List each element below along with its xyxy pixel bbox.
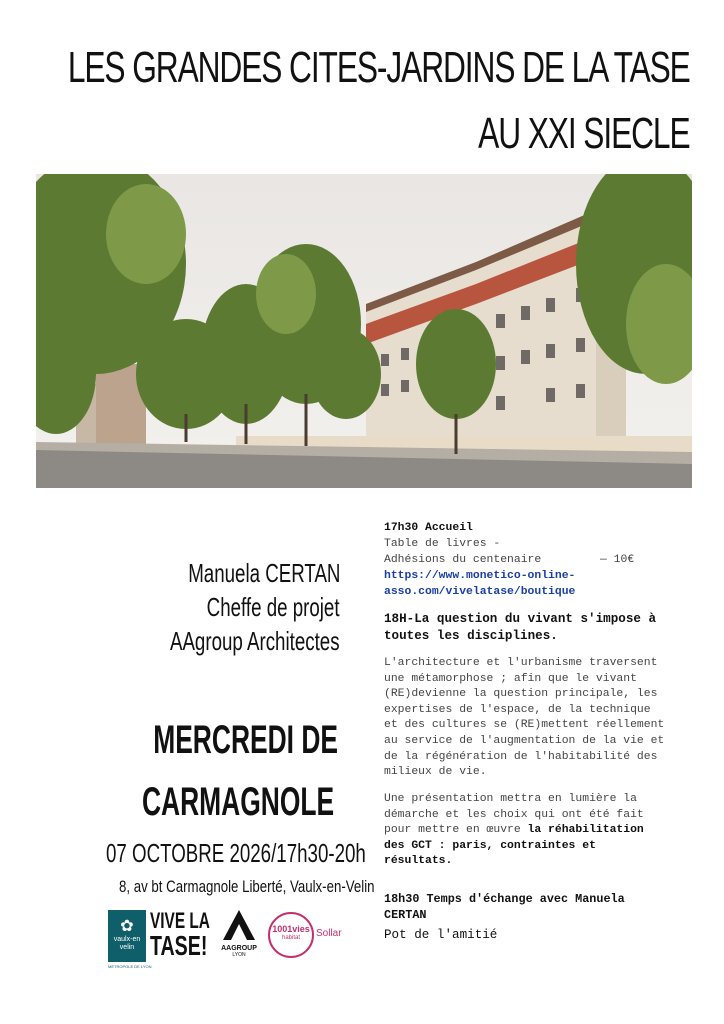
- vive-logo-line2: TASE!: [150, 930, 208, 961]
- program-link-line2[interactable]: asso.com/vivelatase/boutique: [384, 586, 576, 598]
- vaulx-logo-top: vaulx-en: [113, 936, 141, 943]
- building-photo: [36, 174, 692, 488]
- talk-title-line2: toutes les disciplines.: [384, 629, 558, 643]
- 1001vies-logo-name: 1001vies: [272, 924, 310, 934]
- program-link-line1[interactable]: https://www.monetico-online-: [384, 570, 576, 582]
- talk-paragraph-2: Une présentation mettra en lumière la démarche et les choix qui ont été fait pour mettre en œuvre la réhabilitation des GCT : paris, contraintes et résultats.: [384, 793, 644, 868]
- program-welcome-title: 17h30 Accueil: [384, 522, 473, 534]
- talk-title-line1: 18H-La question du vivant s'impose à: [384, 612, 657, 626]
- drinks: Pot de l'amitié: [384, 928, 498, 942]
- talk-paragraph-1: L'architecture et l'urbanisme traversent une métamorphose ; afin que le vivant (RE)devienne la question principale, les expertises de l'espace, de la technique et des cultures se (RE)mettent réellement au service de l'augmentation de la vie et de la régénération de l'habitabilité des milieux de vie.: [384, 657, 665, 779]
- speaker-company: AAgroup Architectes: [170, 626, 340, 656]
- speaker-name: Manuela CERTAN: [187, 558, 340, 588]
- program-price: — 10€: [600, 554, 635, 566]
- exchange-line2: CERTAN: [384, 908, 427, 922]
- program-books-line1: Table de livres -: [384, 538, 501, 550]
- vaulx-logo-mid: velin: [119, 944, 135, 951]
- event-datetime: 07 OCTOBRE 2026/17h30-20h: [106, 838, 366, 868]
- vaulx-en-velin-logo: ✿ vaulx-en velin MÉTROPOLE DE LYON: [108, 910, 146, 962]
- speaker-role: Cheffe de projet: [207, 592, 340, 622]
- aagroup-a-icon: [223, 910, 255, 940]
- 1001vies-logo: [268, 910, 314, 962]
- 1001vies-logo-sub: habitat: [281, 935, 300, 941]
- vaulx-logo-bottom: MÉTROPOLE DE LYON: [108, 964, 152, 969]
- program-books-line2: Adhésions du centenaire: [384, 554, 542, 566]
- event-day-line-1: MERCREDI DE: [153, 718, 338, 762]
- title-line-1: LES GRANDES CITES-JARDINS DE LA TASE: [68, 43, 690, 92]
- aagroup-logo-name: AAGROUP: [221, 945, 257, 952]
- event-address: 8, av bt Carmagnole Liberté, Vaulx-en-Velin: [119, 877, 375, 896]
- sollar-logo: Sollar: [316, 928, 342, 939]
- vive-la-tase-logo: [150, 910, 210, 962]
- title-line-2: AU XXI SIECLE: [478, 109, 690, 158]
- aagroup-logo-city: LYON: [232, 952, 246, 958]
- aagroup-logo: [219, 910, 259, 962]
- event-day-line-2: CARMAGNOLE: [141, 780, 334, 824]
- exchange-line1: 18h30 Temps d'échange avec Manuela: [384, 892, 625, 906]
- vive-logo-line1: VIVE LA: [150, 908, 210, 933]
